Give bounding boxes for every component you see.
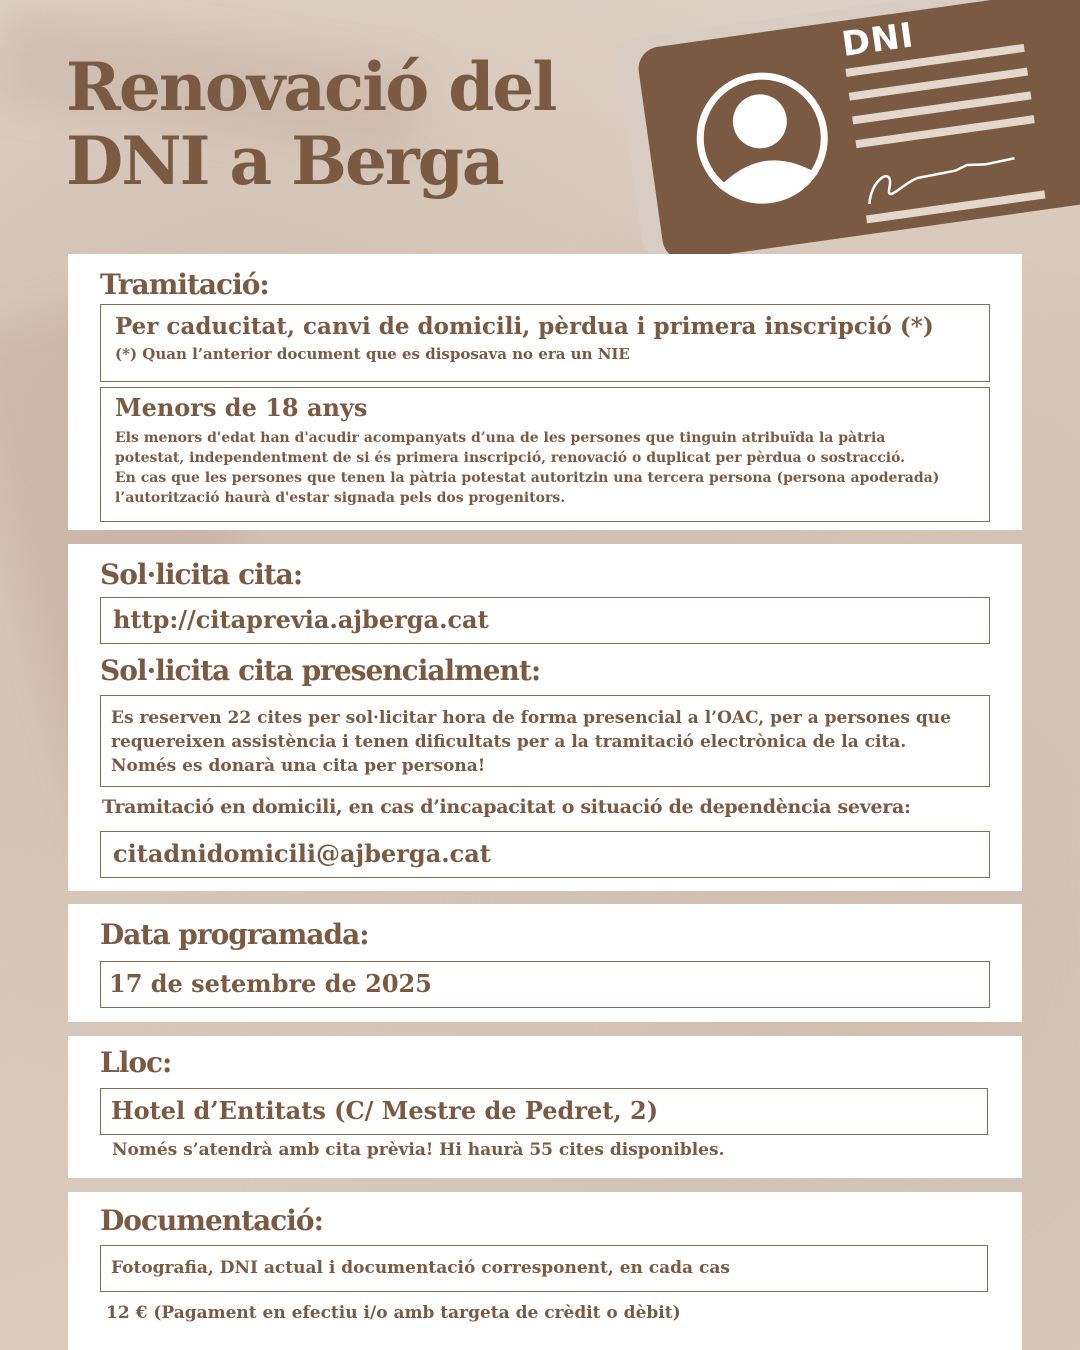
card-label: DNI bbox=[839, 15, 917, 65]
lloc-note: Només s’atendrà amb cita prèvia! Hi haurà 55 cites disponibles. bbox=[112, 1140, 725, 1160]
presencial-line: requereixen assistència i tenen dificultats per a la tramitació electrònica de la cita. bbox=[111, 732, 907, 752]
domicili-email-link[interactable]: citadnidomicili@ajberga.cat bbox=[100, 831, 990, 878]
id-card bbox=[636, 0, 1080, 263]
title-line-2: DNI a Berga bbox=[66, 122, 503, 200]
documentacio-value: Fotografia, DNI actual i documentació corresponent, en cada cas bbox=[100, 1245, 988, 1292]
lloc-panel bbox=[68, 1036, 1022, 1178]
title-line-1: Renovació del bbox=[66, 48, 556, 126]
documentacio-panel bbox=[68, 1192, 1022, 1350]
id-card-icon bbox=[618, 0, 1080, 243]
presencial-line: Només es donarà una cita per persona! bbox=[111, 756, 486, 776]
signature bbox=[866, 158, 1018, 204]
presencial-box bbox=[100, 695, 990, 787]
page-title bbox=[66, 50, 555, 198]
avatar-body bbox=[716, 154, 820, 206]
tramitacio-heading: Tramitació: bbox=[100, 268, 269, 301]
item-1-title: Per caducitat, canvi de domicili, pèrdua i primera inscripció (*) bbox=[115, 313, 934, 340]
item-2-line: Els menors d'edat han d'acudir acompanyats d’una de les persones que tinguin atribuïda la pàtria bbox=[115, 430, 886, 446]
item-2-line: potestat, independentment de si és primera inscripció, renovació o duplicat per pèrdua o sostracció. bbox=[115, 450, 906, 466]
documentacio-heading: Documentació: bbox=[100, 1204, 323, 1237]
presencial-text bbox=[111, 706, 979, 778]
cita-panel bbox=[68, 544, 1022, 891]
avatar-head bbox=[729, 91, 790, 152]
tramitacio-item-2 bbox=[100, 387, 990, 522]
tramitacio-item-1 bbox=[100, 304, 990, 382]
item-2-line: En cas que les persones que tenen la pàtria potestat autoritzin una tercera persona (persona apoderada) bbox=[115, 470, 940, 486]
lloc-heading: Lloc: bbox=[100, 1046, 172, 1079]
card-graphics bbox=[636, 0, 1080, 263]
tramitacio-panel bbox=[68, 254, 1022, 530]
presencial-line: Es reserven 22 cites per sol·licitar hora de forma presencial a l’OAC, per a persones que bbox=[111, 708, 951, 728]
price-text: 12 € (Pagament en efectiu i/o amb targeta de crèdit o dèbit) bbox=[106, 1303, 681, 1323]
item-2-text bbox=[115, 428, 975, 508]
data-value: 17 de setembre de 2025 bbox=[100, 961, 990, 1008]
domicili-text: Tramitació en domicili, en cas d’incapacitat o situació de dependència severa: bbox=[102, 796, 911, 818]
cita-url-link[interactable]: http://citaprevia.ajberga.cat bbox=[100, 597, 990, 644]
cita-heading: Sol·licita cita: bbox=[100, 558, 303, 591]
lloc-value: Hotel d’Entitats (C/ Mestre de Pedret, 2) bbox=[100, 1088, 988, 1135]
data-heading: Data programada: bbox=[100, 918, 369, 951]
presencial-heading: Sol·licita cita presencialment: bbox=[100, 654, 541, 687]
item-2-title: Menors de 18 anys bbox=[115, 393, 368, 422]
item-2-line: l’autorització haurà d'estar signada pels dos progenitors. bbox=[115, 490, 566, 506]
data-panel bbox=[68, 904, 1022, 1022]
card-line bbox=[866, 190, 1045, 223]
item-1-note: (*) Quan l’anterior document que es disposava no era un NIE bbox=[115, 345, 630, 363]
